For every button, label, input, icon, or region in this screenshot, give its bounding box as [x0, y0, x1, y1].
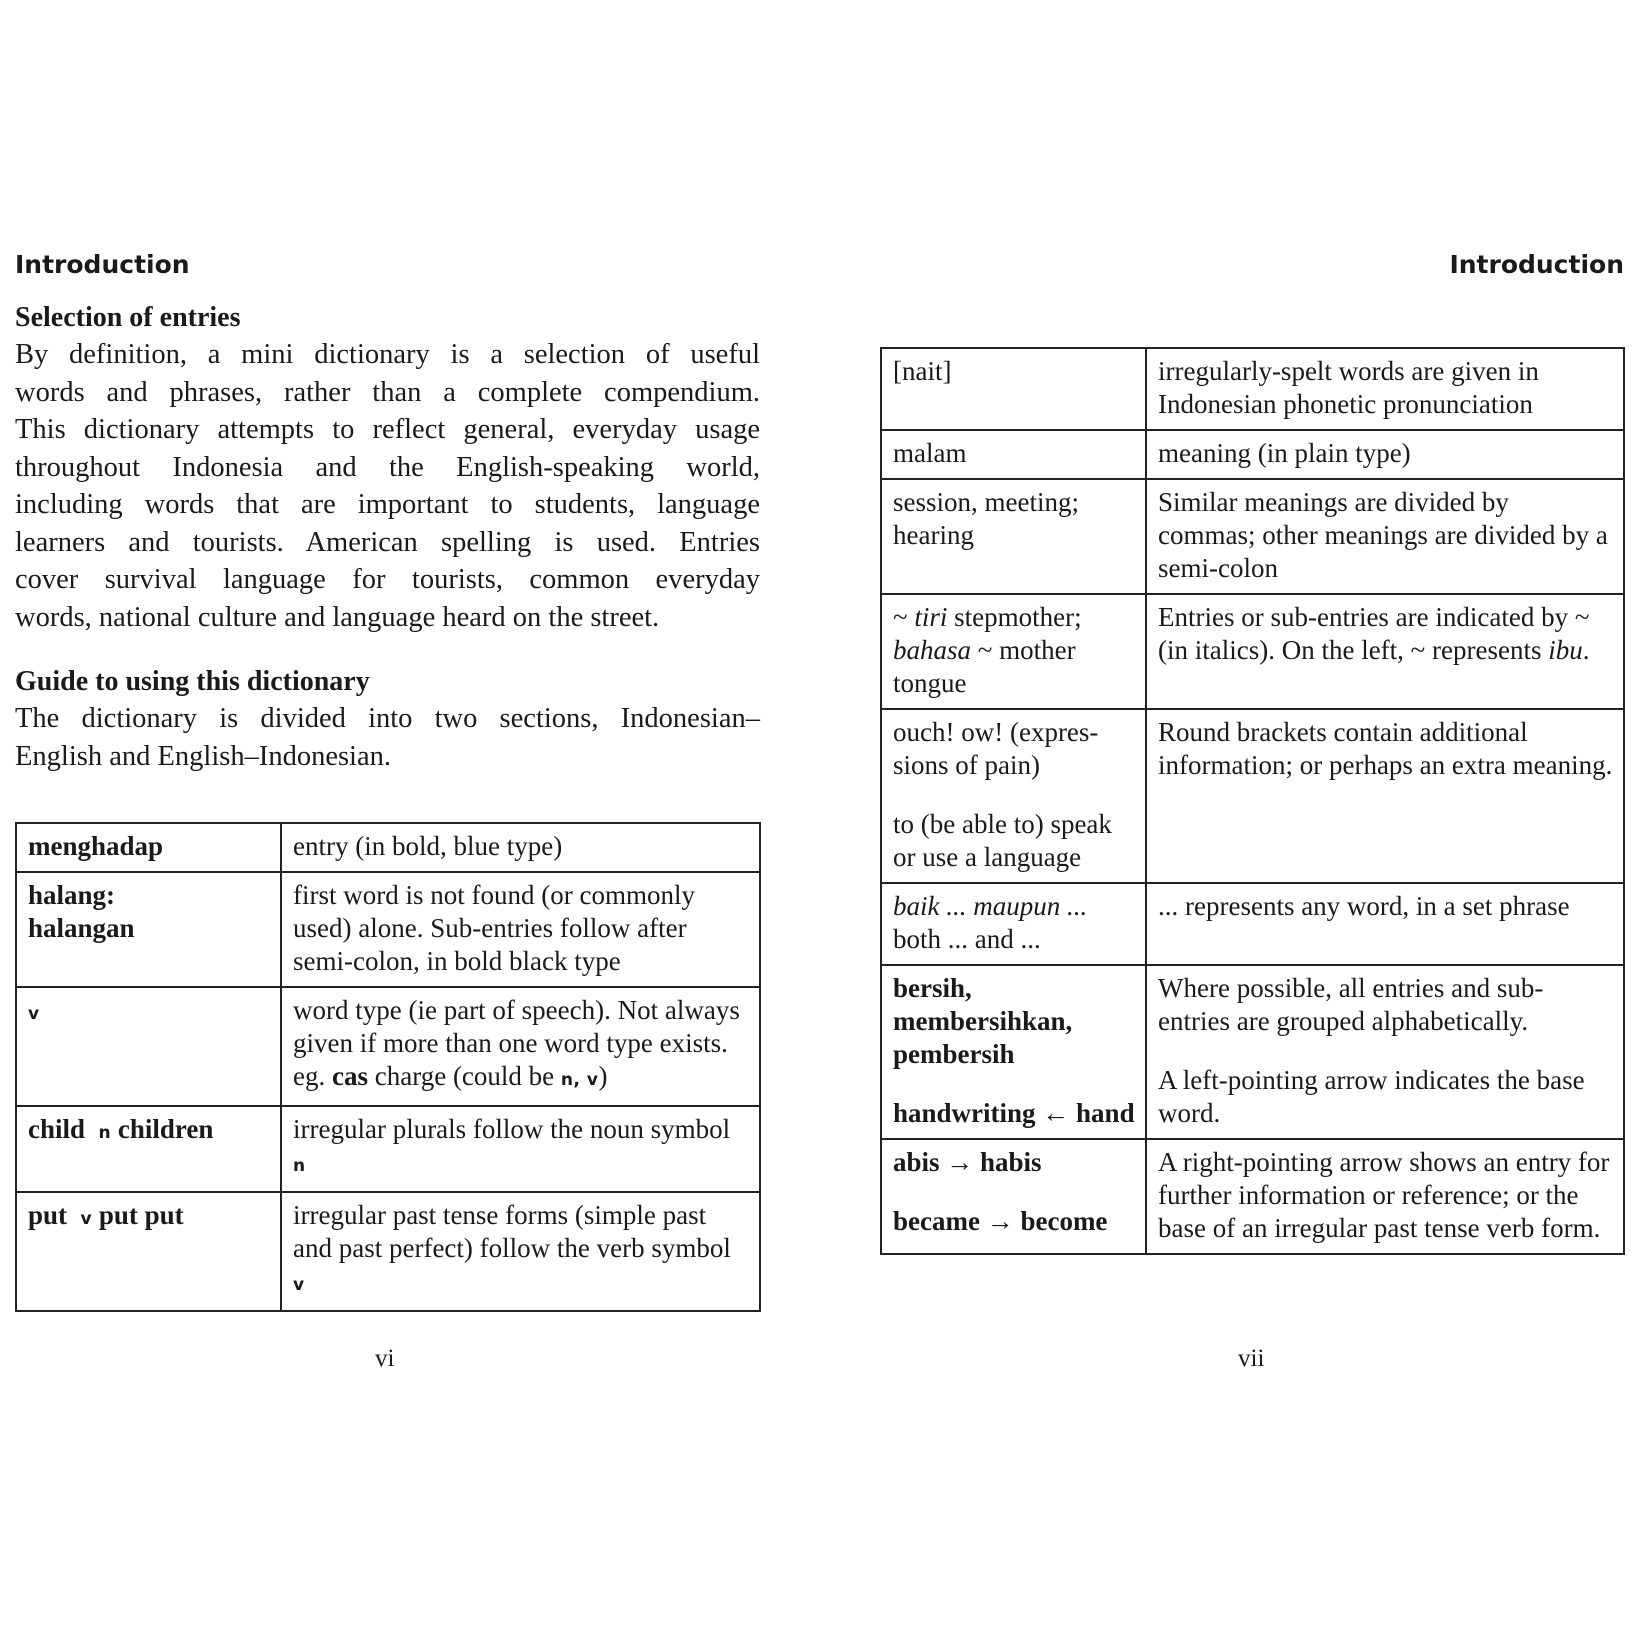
table-row: [881, 1139, 1624, 1254]
table-cell-desc: ... represents any word, in a set phrase: [1146, 883, 1624, 965]
entry-term: pembersih: [893, 1039, 1015, 1069]
page-number-left: vi: [375, 1345, 395, 1372]
entry-term: handwriting ← hand: [893, 1098, 1135, 1128]
table-cell-desc: irregularly-spelt words are given in Indonesian phonetic pronunciation: [1146, 348, 1624, 430]
table-cell-term: [881, 709, 1146, 883]
word-type-symbol: v: [28, 1004, 40, 1024]
desc-text: word type (ie part of speech). Not always given if more than one word type exists. eg.: [293, 995, 740, 1091]
selection-line: By definition, a mini dictionary is a selection of useful: [15, 339, 760, 370]
term-text: ~ mother tongue: [893, 635, 1076, 698]
table-row: [16, 987, 760, 1106]
table-cell-term: [16, 1106, 281, 1192]
table-row: [881, 883, 1624, 965]
table-row: [16, 1106, 760, 1192]
table-row: [16, 1192, 760, 1311]
italic-term: ibu: [1548, 635, 1583, 665]
selection-line: cover survival language for tourists, common everyday: [15, 564, 760, 595]
table-cell-desc: first word is not found (or commonly used) alone. Sub-entries follow after semi-colon, in bold black type: [281, 872, 760, 987]
guide-line: English and English–Indonesian.: [15, 740, 391, 772]
italic-term: bahasa: [893, 635, 972, 665]
running-head-left: Introduction: [15, 250, 190, 279]
table-cell-term: [881, 594, 1146, 709]
desc-text: Where possible, all entries and sub-entries are grouped alphabetically.: [1158, 973, 1544, 1036]
table-cell-desc: [1146, 594, 1624, 709]
table-row: [881, 430, 1624, 479]
selection-line: words and phrases, rather than a complete compendium.: [15, 376, 760, 408]
entry-term: membersihkan,: [893, 1006, 1073, 1036]
noun-symbol: n: [98, 1123, 112, 1143]
table-cell-desc: [281, 1192, 760, 1311]
table-cell-desc: Similar meanings are divided by commas; other meanings are divided by a semi-colon: [1146, 479, 1624, 594]
example-entry: cas: [331, 1061, 368, 1091]
desc-text: ): [598, 1061, 608, 1091]
desc-text: .: [1582, 635, 1590, 665]
plural-form: children: [117, 1114, 214, 1144]
table-cell-term: [881, 965, 1146, 1139]
term-text: both ... and ...: [893, 924, 1041, 954]
left-page-text: [15, 300, 760, 775]
table-cell-term: session, meeting; hearing: [881, 479, 1146, 594]
entry-term: put: [28, 1200, 68, 1230]
selection-line: including words that are important to students, language: [15, 489, 760, 520]
entry-term: child: [28, 1114, 86, 1144]
table-row: [881, 965, 1624, 1139]
term-text: stepmother;: [947, 602, 1082, 632]
guide-table-left: [15, 822, 761, 1312]
guide-line: The dictionary is divided into two sections, Indonesian–: [15, 703, 760, 734]
desc-text: charge (could be: [374, 1061, 555, 1091]
table-row: [16, 872, 760, 987]
selection-line: throughout Indonesia and the English-speaking world,: [15, 451, 760, 483]
desc-text: A left-pointing arrow indicates the base word.: [1158, 1065, 1585, 1128]
term-text: to (be able to) speak or use a language: [893, 809, 1112, 872]
tilde-text: ~: [893, 602, 915, 632]
table-cell-desc: Round brackets contain additional information; or perhaps an extra meaning.: [1146, 709, 1624, 883]
word-type-symbol: n, v: [560, 1070, 599, 1090]
table-cell-term: [16, 1192, 281, 1311]
sub-entry-term: halangan: [28, 913, 135, 943]
desc-text: irregular past tense forms (simple past and past perfect) follow the verb symbol: [293, 1200, 731, 1263]
table-cell-desc: entry (in bold, blue type): [281, 823, 760, 872]
selection-line: learners and tourists. American spelling is used. Entries: [15, 526, 760, 558]
table-row: [16, 823, 760, 872]
page-number-right: vii: [1238, 1345, 1265, 1372]
table-cell-term: [881, 883, 1146, 965]
desc-text: Entries or sub-entries are indicated by ~ (in italics). On the left, ~ represents: [1158, 602, 1590, 665]
entry-term: became → become: [893, 1206, 1108, 1236]
table-cell-desc: [1146, 965, 1624, 1139]
past-forms: put put: [98, 1200, 184, 1230]
selection-heading: Selection of entries: [15, 302, 241, 333]
table-row: [881, 709, 1624, 883]
table-cell-desc: meaning (in plain type): [1146, 430, 1624, 479]
table-cell-term: [16, 987, 281, 1106]
table-cell-desc: [281, 1106, 760, 1192]
table-cell-term: [nait]: [881, 348, 1146, 430]
guide-table-right: [880, 347, 1625, 1255]
selection-line: This dictionary attempts to reflect general, everyday usage: [15, 414, 760, 445]
verb-symbol: v: [80, 1209, 93, 1229]
table-row: [881, 479, 1624, 594]
desc-text: irregular plurals follow the noun symbol: [293, 1114, 731, 1144]
italic-term: baik ... maupun ...: [893, 891, 1088, 921]
entry-term: menghadap: [28, 831, 164, 861]
table-row: [881, 594, 1624, 709]
entry-term: abis → habis: [893, 1147, 1042, 1177]
term-text: ouch! ow! (expres-sions of pain): [893, 717, 1099, 780]
table-cell-desc: [281, 987, 760, 1106]
table-cell-desc: A right-pointing arrow shows an entry for further information or reference; or the base of an irregular past tense verb form.: [1146, 1139, 1624, 1254]
table-cell-term: [16, 823, 281, 872]
table-row: [881, 348, 1624, 430]
table-cell-term: [881, 1139, 1146, 1254]
table-cell-term: malam: [881, 430, 1146, 479]
table-cell-term: [16, 872, 281, 987]
italic-term: tiri: [914, 602, 948, 632]
noun-symbol: n: [293, 1156, 306, 1176]
entry-term: halang:: [28, 880, 116, 910]
guide-heading: Guide to using this dictionary: [15, 666, 370, 697]
verb-symbol: v: [293, 1275, 305, 1295]
entry-term: bersih,: [893, 973, 972, 1003]
selection-line: words, national culture and language heard on the street.: [15, 601, 660, 633]
running-head-right: Introduction: [1449, 250, 1624, 279]
